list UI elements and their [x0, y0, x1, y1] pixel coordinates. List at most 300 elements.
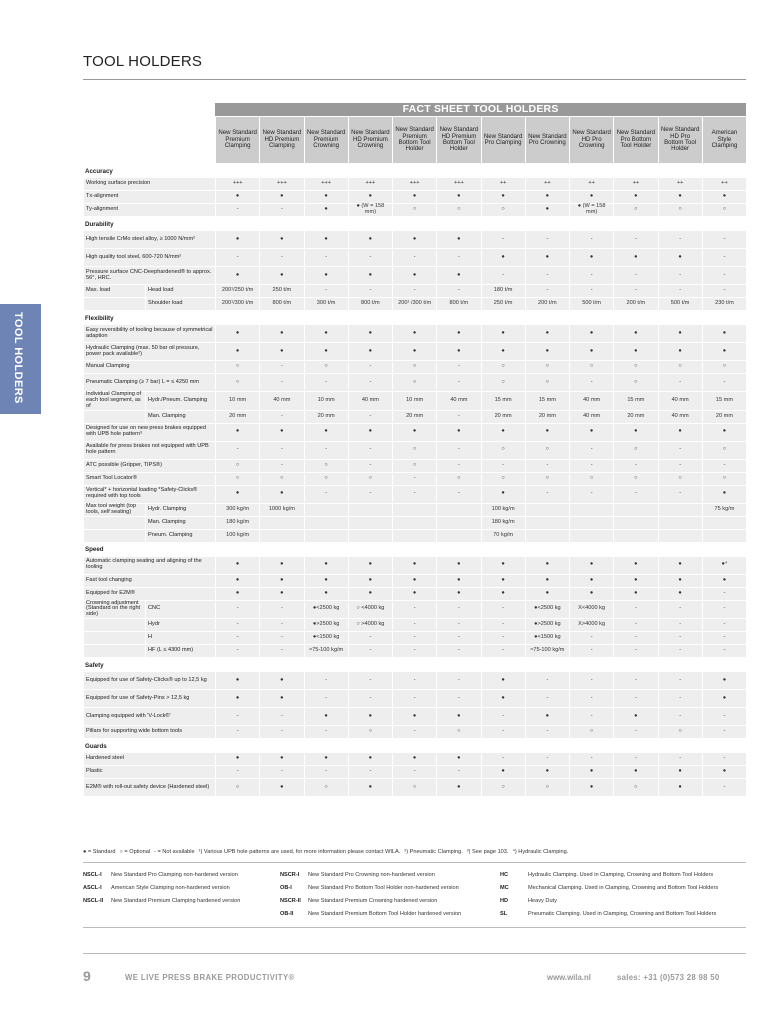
table-cell: -	[702, 249, 746, 266]
row-label: Hardened steel	[83, 753, 215, 765]
table-cell: ●	[702, 575, 746, 587]
table-cell: ●	[658, 779, 702, 796]
table-cell: ●	[525, 191, 569, 203]
table-cell: ●	[348, 557, 392, 574]
table-cell: 500 t/m	[569, 298, 613, 310]
table-cell: ○	[702, 473, 746, 485]
table-cell	[569, 530, 613, 542]
table-cell: ●	[613, 249, 657, 266]
row-label	[83, 632, 145, 644]
table-cell	[613, 530, 657, 542]
table-cell: ●	[569, 424, 613, 441]
table-cell	[304, 517, 348, 529]
row-sublabel: Hydr. Clamping	[145, 504, 215, 516]
table-cell: ≈75-100 kg/m	[525, 645, 569, 657]
table-cell	[348, 517, 392, 529]
table-cell: ●	[702, 424, 746, 441]
table-cell: 200¹ /300 t/m	[392, 298, 436, 310]
row-label: Equipped for use of Safety-Pins > 12,5 kg	[83, 690, 215, 707]
table-cell: -	[304, 766, 348, 778]
table-cell: ●	[259, 588, 303, 600]
table-cell: ●	[613, 708, 657, 725]
table-cell: -	[392, 619, 436, 631]
table-cell: ●	[259, 267, 303, 284]
table-cell: -	[215, 249, 259, 266]
table-cell: -	[658, 619, 702, 631]
abbreviation-text: New Standard Premium Crowning hardened version	[308, 898, 438, 904]
table-cell: -	[215, 619, 259, 631]
table-cell: -	[348, 672, 392, 689]
table-row	[83, 178, 746, 190]
table-cell: ●	[569, 343, 613, 360]
table-cell: ○	[702, 204, 746, 216]
table-cell	[436, 530, 480, 542]
table-cell: ○ >4000 kg	[348, 619, 392, 631]
table-cell: ●	[215, 672, 259, 689]
table-cell: -	[702, 779, 746, 796]
table-cell: -	[304, 442, 348, 459]
table-row	[83, 486, 746, 503]
column-header: New Standard Premium Crowning	[304, 117, 348, 163]
table-cell: ●	[436, 325, 480, 342]
table-row	[83, 249, 746, 266]
table-cell: ●	[481, 766, 525, 778]
table-cell: -	[613, 601, 657, 619]
table-cell: ●	[215, 575, 259, 587]
table-cell: -	[259, 361, 303, 373]
table-row	[83, 298, 746, 310]
table-cell: ○	[658, 204, 702, 216]
table-cell: ●	[436, 575, 480, 587]
table-cell: -	[569, 231, 613, 248]
table-cell: ○	[436, 473, 480, 485]
table-cell: -	[436, 690, 480, 707]
table-cell: ●<1500 kg	[304, 632, 348, 644]
table-cell: -	[525, 753, 569, 765]
column-header: New Standard Premium Clamping	[215, 117, 259, 163]
abbreviation-text: American Style Clamping non-hardened version	[111, 885, 230, 891]
table-cell: -	[569, 267, 613, 284]
table-cell: -	[613, 486, 657, 503]
table-cell: ○	[392, 779, 436, 796]
table-cell: ●	[658, 766, 702, 778]
table-row	[83, 473, 746, 485]
table-cell: ○	[613, 374, 657, 391]
row-label: High quality tool steel, 600-720 N/mm²	[83, 249, 215, 266]
table-cell: -	[525, 267, 569, 284]
title-divider	[83, 79, 746, 80]
table-cell: 300 t/m	[304, 298, 348, 310]
table-cell: +++	[215, 178, 259, 190]
table-cell: 200¹/250 t/m	[215, 285, 259, 297]
table-cell: -	[348, 460, 392, 472]
table-cell: 10 mm	[215, 392, 259, 410]
table-cell: -	[436, 601, 480, 619]
table-cell: ●	[392, 708, 436, 725]
table-row	[83, 632, 746, 644]
table-cell: -	[658, 708, 702, 725]
table-cell	[436, 504, 480, 516]
section-title: Guards	[83, 739, 746, 752]
table-row	[83, 708, 746, 725]
table-cell: ●	[259, 779, 303, 796]
row-label: Equipped for E2M®	[83, 588, 215, 600]
abbreviation-code: OB-I	[280, 885, 292, 891]
fact-sheet-table	[83, 102, 746, 797]
table-cell: -	[259, 374, 303, 391]
table-cell: 20 mm	[525, 411, 569, 423]
table-cell: -	[348, 249, 392, 266]
table-cell: ○	[215, 374, 259, 391]
table-cell: -	[481, 460, 525, 472]
table-cell	[525, 530, 569, 542]
table-cell: -	[525, 486, 569, 503]
row-label: Easy reversibility of tooling because of symmetrical adaption	[83, 325, 215, 342]
table-row	[83, 672, 746, 689]
table-cell: ●	[436, 191, 480, 203]
table-cell: 15 mm	[702, 392, 746, 410]
abbreviation-code: NSCL-I	[83, 872, 102, 878]
table-cell: -	[613, 672, 657, 689]
row-label: Vertical* + horizontal loading *Safety-Clicks® required with top tools	[83, 486, 215, 503]
table-cell: -	[481, 267, 525, 284]
table-cell: -	[304, 374, 348, 391]
table-cell: -	[702, 708, 746, 725]
table-cell: -	[525, 690, 569, 707]
table-cell: ●	[348, 231, 392, 248]
row-label: Individual Clamping of each tool segment, as of	[83, 392, 145, 410]
table-cell: ○	[215, 779, 259, 796]
legend-item: ○ = Optional	[119, 849, 151, 855]
table-cell: -	[702, 231, 746, 248]
table-cell: -	[215, 601, 259, 619]
table-cell: ○	[702, 361, 746, 373]
legend-item: ● = Standard	[83, 849, 116, 855]
table-cell: -	[702, 645, 746, 657]
table-cell: ○	[569, 473, 613, 485]
table-cell: -	[613, 645, 657, 657]
table-cell: -	[436, 766, 480, 778]
table-cell: ●	[569, 249, 613, 266]
table-cell: ●	[525, 588, 569, 600]
footer-sales-phone: sales: +31 (0)573 28 98 50	[617, 973, 720, 982]
table-cell: ● (W = 158 mm)	[569, 204, 613, 216]
abbreviation-code: SL	[500, 911, 508, 917]
table-cell: -	[259, 411, 303, 423]
table-cell: ●	[658, 588, 702, 600]
table-cell: ●	[392, 343, 436, 360]
table-cell: ●	[304, 753, 348, 765]
table-cell: 10 mm	[392, 392, 436, 410]
table-cell	[392, 530, 436, 542]
table-cell: ●	[613, 557, 657, 574]
row-sublabel: CNC	[145, 601, 215, 619]
table-cell	[392, 517, 436, 529]
table-cell: ●	[392, 424, 436, 441]
table-cell: 200¹/300 t/m	[215, 298, 259, 310]
table-cell: -	[658, 285, 702, 297]
row-label: Max tool weight (top tools, self seating)	[83, 504, 145, 516]
table-cell	[392, 504, 436, 516]
table-cell: ●	[304, 231, 348, 248]
table-cell: -	[215, 442, 259, 459]
table-cell: 300 kg/m	[215, 504, 259, 516]
table-cell: -	[436, 361, 480, 373]
table-row	[83, 690, 746, 707]
table-cell: ●	[481, 424, 525, 441]
table-cell: ●	[613, 588, 657, 600]
row-label: Manual Clamping	[83, 361, 215, 373]
row-label	[83, 645, 145, 657]
table-cell: ●>2500 kg	[304, 619, 348, 631]
table-cell: ●	[348, 753, 392, 765]
table-cell: ○	[569, 726, 613, 738]
table-cell: -	[702, 374, 746, 391]
table-cell: ●	[481, 486, 525, 503]
table-cell: -	[436, 374, 480, 391]
row-sublabel: Head load	[145, 285, 215, 297]
table-cell: +++	[348, 178, 392, 190]
table-cell: ●	[569, 325, 613, 342]
table-cell: ●	[525, 204, 569, 216]
table-cell: ○	[613, 204, 657, 216]
table-cell: -	[613, 460, 657, 472]
table-cell: -	[525, 726, 569, 738]
table-cell: 40 mm	[569, 411, 613, 423]
table-cell: ○	[348, 473, 392, 485]
table-cell: ○	[658, 361, 702, 373]
table-cell: ●	[304, 325, 348, 342]
table-cell: -	[259, 204, 303, 216]
table-cell: 800 t/m	[436, 298, 480, 310]
row-label	[83, 530, 145, 542]
table-cell: ●	[569, 779, 613, 796]
table-cell: ●	[481, 690, 525, 707]
abbreviation-code: HC	[500, 872, 509, 878]
table-cell: ●	[348, 588, 392, 600]
table-cell: 800 t/m	[259, 298, 303, 310]
row-label: Pressure surface CNC-Deephardened® to approx. 56°, HRC.	[83, 267, 215, 284]
table-cell: -	[392, 632, 436, 644]
table-cell: +++	[436, 178, 480, 190]
legend-item: ²) Pneumatic Clamping.	[404, 849, 463, 855]
table-cell: ○	[392, 374, 436, 391]
table-cell: 20 mm	[613, 411, 657, 423]
row-label: Automatic clamping seating and aligning of the tooling	[83, 557, 215, 574]
table-cell: ●	[304, 708, 348, 725]
table-cell	[702, 530, 746, 542]
abbreviation-text: New Standard Pro Bottom Tool Holder non-hardened version	[308, 885, 459, 891]
table-cell: X>4000 kg	[569, 619, 613, 631]
table-row	[83, 726, 746, 738]
table-cell: ●	[525, 575, 569, 587]
table-cell: ○	[481, 204, 525, 216]
table-cell	[658, 504, 702, 516]
table-cell: ●	[613, 325, 657, 342]
table-cell: ○	[481, 374, 525, 391]
table-cell: 10 mm	[304, 392, 348, 410]
table-cell: -	[436, 249, 480, 266]
table-row	[83, 460, 746, 472]
table-cell: -	[436, 486, 480, 503]
table-cell: ○	[658, 473, 702, 485]
column-header: New Standard Pro Crowning	[525, 117, 569, 163]
table-cell: ●	[304, 588, 348, 600]
header-spacer	[83, 103, 215, 116]
table-cell: -	[259, 726, 303, 738]
table-cell: ●	[702, 191, 746, 203]
table-cell: ●	[702, 690, 746, 707]
table-cell: ○	[392, 204, 436, 216]
table-cell: 180 kg/m	[215, 517, 259, 529]
table-cell: -	[259, 645, 303, 657]
table-cell: -	[481, 645, 525, 657]
table-cell: ●	[613, 191, 657, 203]
table-cell: ●	[304, 204, 348, 216]
table-cell: ++	[525, 178, 569, 190]
table-row	[83, 374, 746, 391]
row-sublabel: H	[145, 632, 215, 644]
table-cell: ●	[259, 557, 303, 574]
table-cell	[613, 504, 657, 516]
table-cell	[569, 504, 613, 516]
table-cell: -	[348, 442, 392, 459]
table-cell: -	[658, 442, 702, 459]
table-cell: ●	[525, 557, 569, 574]
table-row	[83, 575, 746, 587]
table-cell: ●	[436, 708, 480, 725]
row-label: High tensile CrMo steel alloy, ≥ 1000 N/mm²	[83, 231, 215, 248]
table-cell: ●	[569, 766, 613, 778]
table-cell: -	[259, 766, 303, 778]
abbreviation-code: MC	[500, 885, 509, 891]
table-cell: -	[304, 249, 348, 266]
footer-website[interactable]: www.wila.nl	[547, 973, 591, 982]
table-cell: -	[392, 690, 436, 707]
table-cell: ●	[215, 267, 259, 284]
table-cell: -	[348, 411, 392, 423]
abbreviation-text: Heavy Duty	[528, 898, 557, 904]
table-row	[83, 588, 746, 600]
table-cell: ○	[525, 374, 569, 391]
table-cell: ●	[436, 779, 480, 796]
table-cell: -	[569, 486, 613, 503]
table-cell: 15 mm	[613, 392, 657, 410]
table-cell: -	[569, 460, 613, 472]
table-cell: ○	[348, 726, 392, 738]
table-cell: -	[658, 632, 702, 644]
table-row	[83, 766, 746, 778]
table-cell: -	[304, 672, 348, 689]
row-sublabel: Hydr./Pneum. Clamping	[145, 392, 215, 410]
table-cell: ○	[304, 779, 348, 796]
table-cell: ●	[525, 424, 569, 441]
table-cell: ●<2500 kg	[525, 601, 569, 619]
table-cell: ●	[658, 191, 702, 203]
abbreviation-item	[83, 898, 240, 904]
table-cell: ●	[702, 486, 746, 503]
table-cell: ○	[304, 460, 348, 472]
table-cell: -	[481, 708, 525, 725]
table-cell: ○	[481, 473, 525, 485]
table-cell: -	[436, 285, 480, 297]
table-cell: -	[525, 672, 569, 689]
table-cell: -	[569, 285, 613, 297]
table-cell: 250 t/m	[259, 285, 303, 297]
table-cell: ●	[481, 191, 525, 203]
table-cell: -	[525, 460, 569, 472]
table-cell: -	[525, 285, 569, 297]
table-cell: -	[436, 632, 480, 644]
table-cell: ●	[481, 557, 525, 574]
table-cell: -	[348, 632, 392, 644]
table-row	[83, 517, 746, 529]
table-cell: ●	[613, 575, 657, 587]
table-cell: ●	[304, 267, 348, 284]
table-cell: -	[658, 486, 702, 503]
table-cell: ○	[481, 779, 525, 796]
table-cell: -	[481, 753, 525, 765]
table-cell: -	[658, 690, 702, 707]
table-cell: ●	[569, 557, 613, 574]
table-cell: ●	[392, 231, 436, 248]
abbreviation-code: HD	[500, 898, 509, 904]
table-cell: ●	[658, 249, 702, 266]
table-cell: -	[348, 690, 392, 707]
row-label: Hydraulic Clamping (max. 50 bar oil pressure, power pack available²)	[83, 343, 215, 360]
table-cell	[259, 517, 303, 529]
side-tab-label: TOOL HOLDERS	[12, 312, 24, 404]
table-cell: -	[702, 267, 746, 284]
table-cell: ●	[392, 267, 436, 284]
table-cell: ●	[436, 424, 480, 441]
table-cell: ●	[392, 588, 436, 600]
table-cell: 40 mm	[348, 392, 392, 410]
table-cell: -	[569, 374, 613, 391]
abbreviation-text: Pneumatic Clamping. Used in Clamping, Crowning and Bottom Tool Holders	[528, 911, 717, 917]
table-row	[83, 361, 746, 373]
row-label: Pillars for supporting wide bottom tools	[83, 726, 215, 738]
table-cell: -	[392, 285, 436, 297]
table-cell: ●	[436, 231, 480, 248]
footer-tagline: WE LIVE PRESS BRAKE PRODUCTIVITY®	[125, 973, 295, 982]
table-cell: ○	[658, 726, 702, 738]
table-cell: +++	[259, 178, 303, 190]
table-cell	[525, 504, 569, 516]
column-header: New Standard Pro Clamping	[481, 117, 525, 163]
table-cell: ●	[259, 191, 303, 203]
table-cell: ● (W = 158 mm)	[348, 204, 392, 216]
table-cell: 75 kg/m	[702, 504, 746, 516]
row-sublabel: Man. Clamping	[145, 517, 215, 529]
table-cell: ●	[436, 753, 480, 765]
table-cell: -	[613, 690, 657, 707]
row-label: Available for press brakes not equipped with UPB hole pattern	[83, 442, 215, 459]
table-cell: ●	[392, 753, 436, 765]
table-row	[83, 753, 746, 765]
table-cell: ●>2500 kg	[525, 619, 569, 631]
table-cell: ○	[613, 361, 657, 373]
table-cell: ○	[304, 473, 348, 485]
abbreviation-text: New Standard Pro Crowning non-hardened version	[308, 872, 435, 878]
table-cell: 40 mm	[569, 392, 613, 410]
table-cell: ●	[525, 325, 569, 342]
table-cell: ●	[259, 343, 303, 360]
table-cell: 20 mm	[304, 411, 348, 423]
abbreviation-item	[280, 872, 435, 878]
table-cell: ●	[348, 191, 392, 203]
table-cell: -	[569, 442, 613, 459]
